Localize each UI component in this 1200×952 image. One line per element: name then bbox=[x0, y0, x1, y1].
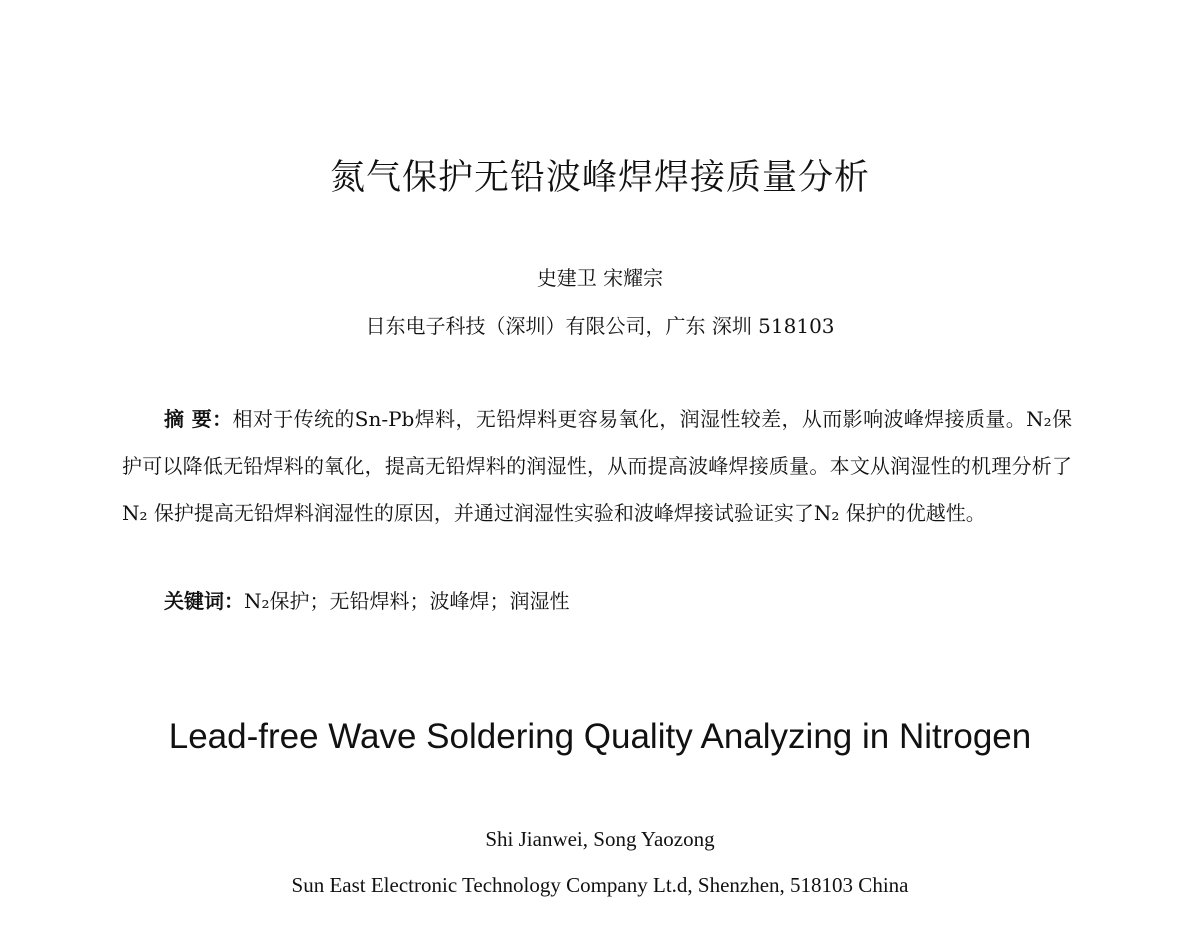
chinese-authors: 史建卫 宋耀宗 bbox=[536, 266, 664, 290]
english-title: Lead-free Wave Soldering Quality Analyzing in Nitrogen bbox=[168, 717, 1032, 756]
abstract-text: 相对于传统的Sn-Pb焊料，无铅焊料更容易氧化，润湿性较差，从而影响波峰焊接质量。N₂保护可以降低无铅焊料的氧化，提高无铅焊料的润湿性，从而提高波峰焊接质量。本文从润湿性的机理分析了N₂ 保护提高无铅焊料润湿性的原因，并通过润湿性实验和波峰焊接试验证实了N₂ 保护的优越性。 bbox=[122, 407, 1072, 525]
keywords-line bbox=[164, 585, 570, 614]
keywords-text: N₂保护；无铅焊料；波峰焊；润湿性 bbox=[244, 589, 570, 613]
abstract-paragraph bbox=[122, 396, 1072, 537]
keywords-label: 关键词： bbox=[164, 589, 244, 613]
chinese-affiliation: 日东电子科技（深圳）有限公司，广东 深圳 518103 bbox=[365, 314, 835, 338]
english-authors: Shi Jianwei, Song Yaozong bbox=[485, 827, 715, 851]
abstract-label: 摘 要： bbox=[164, 407, 233, 431]
english-affiliation: Sun East Electronic Technology Company Lt.d, Shenzhen, 518103 China bbox=[291, 873, 909, 897]
chinese-title: 氮气保护无铅波峰焊焊接质量分析 bbox=[329, 158, 870, 198]
